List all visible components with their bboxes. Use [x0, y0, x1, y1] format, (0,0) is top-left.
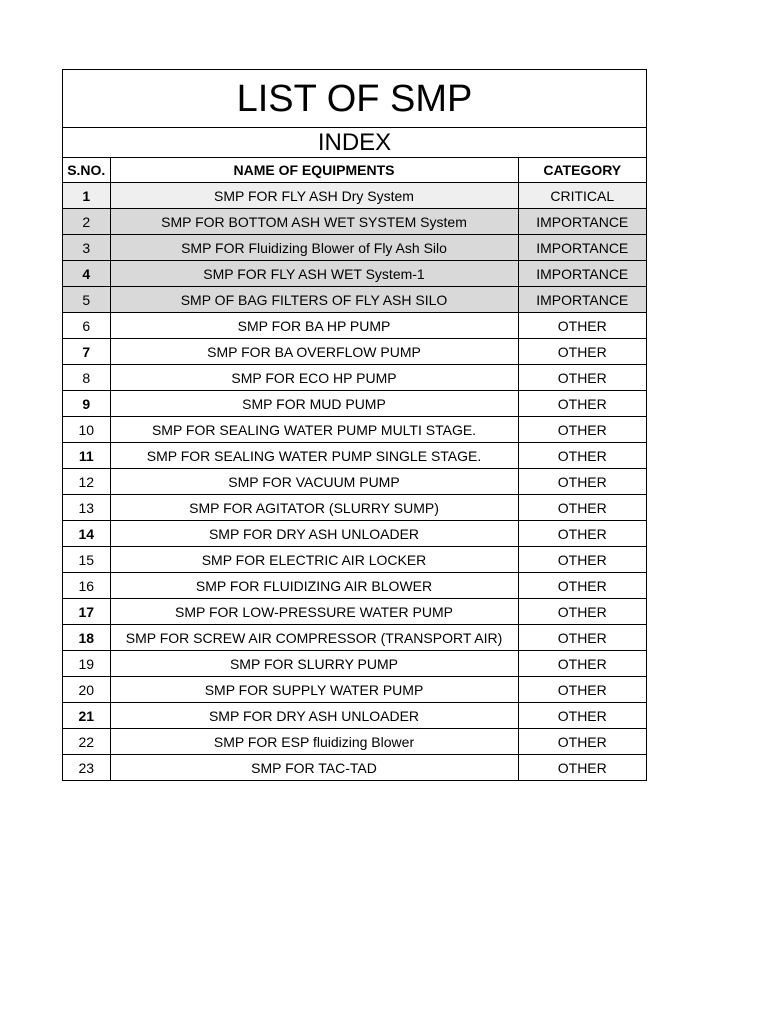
row-category: OTHER: [518, 313, 646, 339]
header-category: CATEGORY: [518, 158, 646, 183]
row-category: IMPORTANCE: [518, 209, 646, 235]
row-category: OTHER: [518, 599, 646, 625]
table-row: [63, 599, 646, 625]
row-category: IMPORTANCE: [518, 287, 646, 313]
table-row: [63, 573, 646, 599]
row-category: OTHER: [518, 365, 646, 391]
row-sno: 14: [63, 521, 110, 547]
table-row: [63, 365, 646, 391]
row-sno: 22: [63, 729, 110, 755]
row-sno: 19: [63, 651, 110, 677]
row-equipment-name: SMP FOR SEALING WATER PUMP MULTI STAGE.: [110, 417, 518, 443]
row-sno: 20: [63, 677, 110, 703]
row-sno: 12: [63, 469, 110, 495]
table-row: [63, 755, 646, 781]
header-equipment-name: NAME OF EQUIPMENTS: [110, 158, 518, 183]
row-category: OTHER: [518, 573, 646, 599]
row-sno: 1: [63, 183, 110, 209]
row-category: OTHER: [518, 677, 646, 703]
row-sno: 8: [63, 365, 110, 391]
row-sno: 7: [63, 339, 110, 365]
row-category: OTHER: [518, 755, 646, 781]
table-row: [63, 651, 646, 677]
row-category: IMPORTANCE: [518, 235, 646, 261]
row-equipment-name: SMP FOR DRY ASH UNLOADER: [110, 703, 518, 729]
row-sno: 10: [63, 417, 110, 443]
document-title: LIST OF SMP: [63, 70, 646, 128]
row-sno: 5: [63, 287, 110, 313]
row-equipment-name: SMP FOR FLUIDIZING AIR BLOWER: [110, 573, 518, 599]
table-row: [63, 625, 646, 651]
row-sno: 9: [63, 391, 110, 417]
table-body: [63, 183, 646, 781]
row-equipment-name: SMP FOR FLY ASH WET System-1: [110, 261, 518, 287]
row-equipment-name: SMP FOR BA OVERFLOW PUMP: [110, 339, 518, 365]
table-row: [63, 391, 646, 417]
row-equipment-name: SMP FOR AGITATOR (SLURRY SUMP): [110, 495, 518, 521]
row-equipment-name: SMP FOR DRY ASH UNLOADER: [110, 521, 518, 547]
table-row: [63, 443, 646, 469]
table-row: [63, 183, 646, 209]
smp-table: [63, 158, 646, 780]
smp-index-sheet: [62, 69, 647, 781]
row-equipment-name: SMP OF BAG FILTERS OF FLY ASH SILO: [110, 287, 518, 313]
table-row: [63, 235, 646, 261]
row-sno: 4: [63, 261, 110, 287]
table-row: [63, 677, 646, 703]
row-equipment-name: SMP FOR ESP fluidizing Blower: [110, 729, 518, 755]
table-row: [63, 469, 646, 495]
row-equipment-name: SMP FOR SCREW AIR COMPRESSOR (TRANSPORT AIR): [110, 625, 518, 651]
row-category: OTHER: [518, 339, 646, 365]
table-row: [63, 287, 646, 313]
table-header-row: [63, 158, 646, 183]
row-equipment-name: SMP FOR LOW-PRESSURE WATER PUMP: [110, 599, 518, 625]
table-row: [63, 547, 646, 573]
table-row: [63, 261, 646, 287]
header-sno: S.NO.: [63, 158, 110, 183]
row-equipment-name: SMP FOR SLURRY PUMP: [110, 651, 518, 677]
table-row: [63, 339, 646, 365]
row-category: OTHER: [518, 443, 646, 469]
row-category: OTHER: [518, 469, 646, 495]
row-category: IMPORTANCE: [518, 261, 646, 287]
table-row: [63, 703, 646, 729]
table-row: [63, 521, 646, 547]
row-sno: 13: [63, 495, 110, 521]
row-category: OTHER: [518, 703, 646, 729]
row-sno: 16: [63, 573, 110, 599]
row-category: OTHER: [518, 547, 646, 573]
row-category: OTHER: [518, 417, 646, 443]
row-equipment-name: SMP FOR TAC-TAD: [110, 755, 518, 781]
table-row: [63, 313, 646, 339]
row-equipment-name: SMP FOR ELECTRIC AIR LOCKER: [110, 547, 518, 573]
row-equipment-name: SMP FOR FLY ASH Dry System: [110, 183, 518, 209]
row-sno: 18: [63, 625, 110, 651]
row-sno: 3: [63, 235, 110, 261]
row-sno: 23: [63, 755, 110, 781]
table-row: [63, 495, 646, 521]
row-equipment-name: SMP FOR BA HP PUMP: [110, 313, 518, 339]
row-equipment-name: SMP FOR VACUUM PUMP: [110, 469, 518, 495]
row-equipment-name: SMP FOR SUPPLY WATER PUMP: [110, 677, 518, 703]
row-equipment-name: SMP FOR ECO HP PUMP: [110, 365, 518, 391]
row-category: OTHER: [518, 729, 646, 755]
row-category: CRITICAL: [518, 183, 646, 209]
document-subtitle: INDEX: [63, 128, 646, 158]
row-sno: 2: [63, 209, 110, 235]
row-category: OTHER: [518, 521, 646, 547]
table-row: [63, 209, 646, 235]
row-sno: 6: [63, 313, 110, 339]
row-equipment-name: SMP FOR SEALING WATER PUMP SINGLE STAGE.: [110, 443, 518, 469]
row-sno: 17: [63, 599, 110, 625]
row-sno: 21: [63, 703, 110, 729]
row-category: OTHER: [518, 391, 646, 417]
row-category: OTHER: [518, 651, 646, 677]
row-equipment-name: SMP FOR Fluidizing Blower of Fly Ash Silo: [110, 235, 518, 261]
row-sno: 11: [63, 443, 110, 469]
table-row: [63, 417, 646, 443]
row-category: OTHER: [518, 625, 646, 651]
table-row: [63, 729, 646, 755]
row-equipment-name: SMP FOR BOTTOM ASH WET SYSTEM System: [110, 209, 518, 235]
row-equipment-name: SMP FOR MUD PUMP: [110, 391, 518, 417]
row-category: OTHER: [518, 495, 646, 521]
row-sno: 15: [63, 547, 110, 573]
